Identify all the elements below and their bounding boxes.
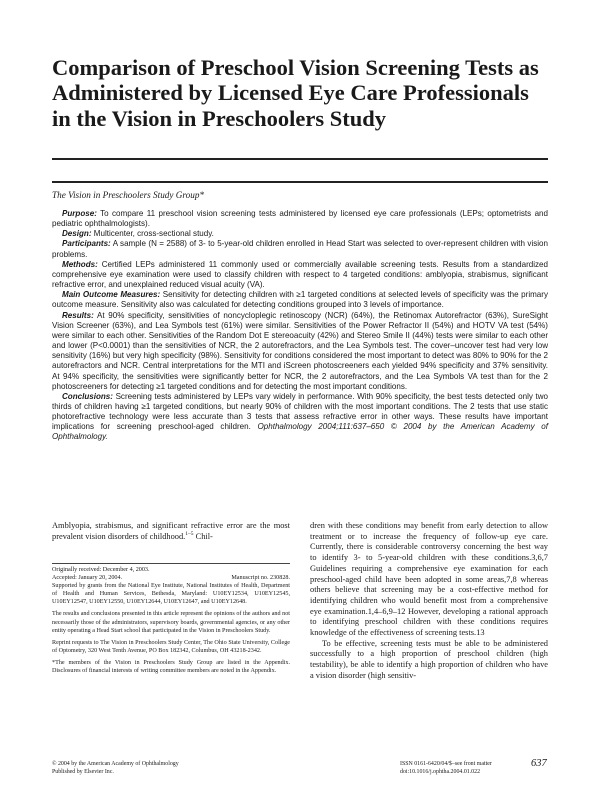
doi: doi:10.1016/j.ophtha.2004.01.022 [400,768,481,775]
body-right-column [310,521,548,682]
copyright: © 2004 by the American Academy of Ophthalmology [52,761,179,767]
abstract [52,209,548,443]
abstract-conclusions: Conclusions: Screening tests administered by LEPs vary widely in performance. With 90% specificity, the best tests detected only two thirds of children having ≥1 targeted conditions, but nearly 90% of children with the most important conditions. The 2 tests that use static photorefractive technology were less accurate than 3 tests that assess refractive error in other ways. These results have important implications for screening preschool-aged children. Ophthalmology 2004;111:637–650 © 2004 by the American Academy of Ophthalmology. [52,391,548,442]
abstract-methods: Methods: Certified LEPs administered 11 commonly used or commercially available screening tests. Results from a standardized comprehensive eye examination were used to classify children with respect to 4 targeted conditions: amblyopia, strabismus, significant refractive error, and unexplained reduced visual acuity (VA). [52,259,548,290]
page-number: 637 [531,758,547,769]
abstract-design: Design: Multicenter, cross-sectional study. [62,229,214,239]
received-date: Originally received: December 4, 2003. [52,567,150,573]
byline: The Vision in Preschoolers Study Group* [52,190,205,200]
abstract-purpose: Purpose: To compare 11 preschool vision screening tests administered by licensed eye care professionals (LEPs; optometrists and pediatric ophthalmologists). [52,209,549,229]
abstract-outcome: Main Outcome Measures: Sensitivity for detecting children with ≥1 targeted conditions at selected levels of specificity was the primary outcome measure. Sensitivity also was calculated for detecting conditions grouped into 3 levels of importance. [52,290,548,310]
publisher: Published by Elsevier Inc. [52,768,114,775]
abstract-citation: Ophthalmology 2004;111:637–650 © 2004 by the American Academy of Ophthalmology. [52,422,548,442]
article-title: Comparison of Preschool Vision Screening Tests as Administered by Licensed Eye Care Professionals in the Vision in Preschoolers Study [52,55,539,131]
accepted-row [52,574,290,582]
manuscript-number: Manuscript no. 230828. [231,575,290,582]
abstract-participants: Participants: A sample (N = 2588) of 3- to 5-year-old children enrolled in Head Start was selected to over-represent children with vision problems. [52,239,548,259]
body-left-column [52,521,290,542]
article-notes [52,563,290,679]
title-rule-bottom [52,181,548,183]
footer-right [400,761,492,777]
issn: ISSN 0161-6420/04/$–see front matter [400,761,492,767]
right-paragraph-2: To be effective, screening tests must be able to be administered successfully to a high proportion of preschool children (high testability), be able to identify a high proportion of children who have a vision disorder (high sensitiv- [310,638,548,680]
funding-note: Supported by grants from the National Eye Institute, National Institutes of Health, Department of Health and Human Services, Bethesda, Maryland: U10EY12534, U10EY12545, U10EY12547, U10EY12550, U10EY12644, U10EY12647, and U10EY12648. [52,583,290,606]
title-rule-top [52,158,548,160]
accepted-date: Accepted: January 20, 2004. [52,575,123,582]
members-note: *The members of the Vision in Preschoolers Study Group are listed in the Appendix. Disclosures of financial interests of writing committee members are noted in the Appendix. [52,659,290,675]
intro-paragraph: Amblyopia, strabismus, and significant refractive error are the most prevalent vision disorders of childhood.$^{1-5}$ Chil- [52,521,290,541]
right-paragraph-1: dren with these conditions may benefit from early detection to allow treatment or to increase the frequency of follow-up eye care. Currently, there is considerable controversy concerning the best way to identify 3- to 5-year-old children with these conditions.3,6,7 Guidelines requiring a comprehensive eye examination for each preschool-aged child have been adopted in some areas,7,8 whereas others believe that screening may be a cost-effective method for identifying children who would benefit most from a comprehensive eye examination.1,4–6,9–12 However, developing a rational approach to identifying preschool children with these conditions requires knowledge of the effectiveness of screening tests.13 [310,521,548,638]
disclaimer-note: The results and conclusions presented in this article represent the opinions of the authors and not necessarily those of the administrators, supervisory boards, governmental agencies, or any other entity operating a Head Start school that participated in the Vision in Preschoolers Study. [52,611,290,634]
abstract-results: Results: At 90% specificity, sensitivities of noncycloplegic retinoscopy (NCR) (64%), the Retinomax Autorefractor (63%), SureSight Vision Screener (63%), and Lea Symbols test (61%) were similar. Sensitivities of the Power Refractor II (54%) and HOTV VA test (54%) were similar to each other. Sensitivities of the Random Dot E stereoacuity (42%) and Stereo Smile II (44%) tests were similar to each other and lower (P<0.0001) than the sensitivities of NCR, the 2 autorefractors, and the Lea Symbols test. The cover–uncover test had very low sensitivity (16%) but very high specificity (98%). Sensitivity for conditions considered the most important to detect was 80% to 90% for the 2 autorefractors and NCR. Central interpretations for the MTI and iScreen photoscreeners each yielded 94% specificity and 37% sensitivity. At 94% specificity, the sensitivities were significantly better for NCR, the 2 autorefractors, and the Lea Symbols VA test than for the 2 photoscreeners for detecting ≥1 targeted conditions and for detecting the most important conditions. [52,310,549,391]
footer-left [52,761,179,777]
reprint-note: Reprint requests to The Vision in Preschoolers Study Center, The Ohio State University, College of Optometry, 320 West Tenth Avenue, PO Box 182342, Columbus, OH 43218-2342. [52,639,290,654]
